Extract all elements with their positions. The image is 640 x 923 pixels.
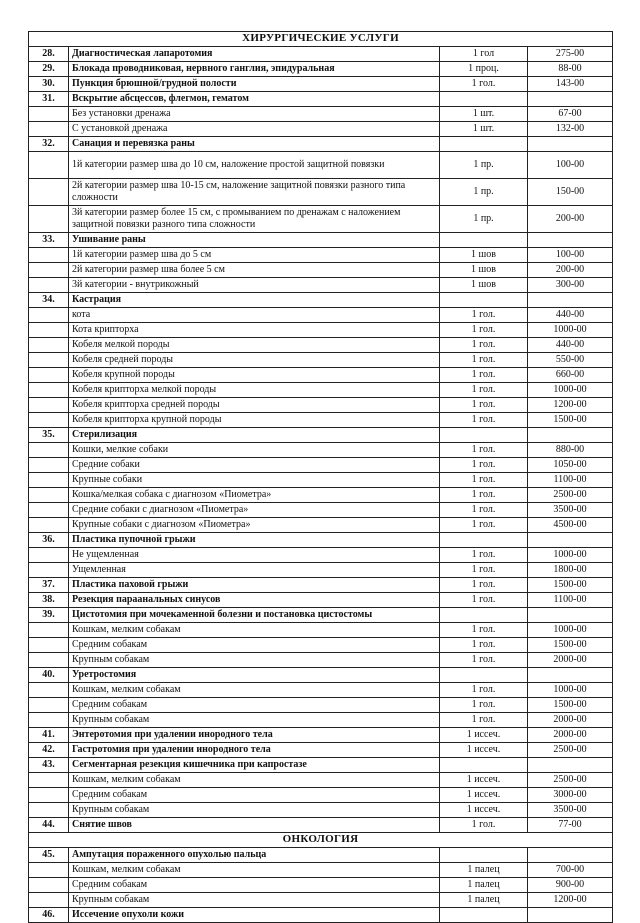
service-unit: 1 проц. [440, 62, 528, 77]
service-name: Стерилизация [69, 428, 440, 443]
row-number: 29. [29, 62, 69, 77]
row-number [29, 518, 69, 533]
service-price: 2500-00 [528, 773, 613, 788]
service-unit [440, 428, 528, 443]
service-name: Крупные собаки с диагнозом «Пиометра» [69, 518, 440, 533]
row-number: 33. [29, 233, 69, 248]
service-unit: 1 гол. [440, 473, 528, 488]
section-header-row [29, 32, 613, 47]
service-price: 1000-00 [528, 623, 613, 638]
service-name: Крупные собаки [69, 473, 440, 488]
row-number [29, 473, 69, 488]
service-price: 2500-00 [528, 743, 613, 758]
row-number [29, 623, 69, 638]
price-list-sheet [28, 31, 612, 923]
table-row [29, 848, 613, 863]
service-name: Сегментарная резекция кишечника при капростазе [69, 758, 440, 773]
table-row [29, 206, 613, 233]
service-name: Резекция параанальных синусов [69, 593, 440, 608]
service-price: 200-00 [528, 263, 613, 278]
service-price [528, 92, 613, 107]
row-number [29, 488, 69, 503]
table-row [29, 338, 613, 353]
service-price: 3500-00 [528, 503, 613, 518]
table-row [29, 353, 613, 368]
service-name: Санация и перевязка раны [69, 137, 440, 152]
service-price: 88-00 [528, 62, 613, 77]
section-header-row [29, 833, 613, 848]
service-price: 440-00 [528, 338, 613, 353]
service-price: 1500-00 [528, 638, 613, 653]
table-row [29, 728, 613, 743]
row-number: 38. [29, 593, 69, 608]
service-name: Кобеля крипторха мелкой породы [69, 383, 440, 398]
table-row [29, 323, 613, 338]
service-name: 1й категории размер шва до 5 см [69, 248, 440, 263]
service-unit: 1 гол. [440, 398, 528, 413]
table-row [29, 803, 613, 818]
service-unit [440, 137, 528, 152]
service-unit: 1 гол. [440, 818, 528, 833]
row-number [29, 713, 69, 728]
row-number [29, 308, 69, 323]
row-number [29, 638, 69, 653]
service-unit: 1 гол. [440, 593, 528, 608]
service-name: Средним собакам [69, 788, 440, 803]
service-price: 275-00 [528, 47, 613, 62]
service-price: 1100-00 [528, 593, 613, 608]
service-name: Цистотомия при мочекаменной болезни и постановка цистостомы [69, 608, 440, 623]
row-number [29, 206, 69, 233]
row-number [29, 263, 69, 278]
row-number [29, 458, 69, 473]
row-number: 32. [29, 137, 69, 152]
table-row [29, 758, 613, 773]
table-row [29, 443, 613, 458]
service-price: 1000-00 [528, 548, 613, 563]
row-number: 46. [29, 908, 69, 923]
table-row [29, 473, 613, 488]
service-name: Кошки, мелкие собаки [69, 443, 440, 458]
service-unit: 1 гол. [440, 308, 528, 323]
service-price: 440-00 [528, 308, 613, 323]
table-row [29, 152, 613, 179]
table-row [29, 578, 613, 593]
table-row [29, 908, 613, 923]
service-unit: 1 шт. [440, 122, 528, 137]
service-unit: 1 палец [440, 863, 528, 878]
service-unit: 1 пр. [440, 206, 528, 233]
service-price: 4500-00 [528, 518, 613, 533]
table-row [29, 773, 613, 788]
row-number [29, 653, 69, 668]
service-name: Средним собакам [69, 638, 440, 653]
service-unit: 1 гол. [440, 698, 528, 713]
price-list-body [29, 32, 613, 923]
row-number: 36. [29, 533, 69, 548]
service-name: 1й категории размер шва до 10 см, наложение простой защитной повязки [69, 152, 440, 179]
row-number [29, 179, 69, 206]
service-unit [440, 668, 528, 683]
section-title: ОНКОЛОГИЯ [29, 833, 613, 848]
row-number [29, 698, 69, 713]
service-unit: 1 гол. [440, 383, 528, 398]
service-price [528, 758, 613, 773]
service-price: 2000-00 [528, 653, 613, 668]
table-row [29, 62, 613, 77]
service-unit: 1 шт. [440, 107, 528, 122]
table-row [29, 47, 613, 62]
service-unit: 1 гол. [440, 443, 528, 458]
service-name: Иссечение опухоли кожи [69, 908, 440, 923]
table-row [29, 638, 613, 653]
service-price: 1100-00 [528, 473, 613, 488]
service-price: 1000-00 [528, 323, 613, 338]
service-unit: 1 гол. [440, 368, 528, 383]
service-unit: 1 гол. [440, 353, 528, 368]
table-row [29, 683, 613, 698]
service-price: 700-00 [528, 863, 613, 878]
service-name: Кобеля крипторха средней породы [69, 398, 440, 413]
service-price: 1500-00 [528, 698, 613, 713]
service-price [528, 233, 613, 248]
table-row [29, 653, 613, 668]
service-price: 200-00 [528, 206, 613, 233]
service-name: Крупным собакам [69, 653, 440, 668]
row-number [29, 773, 69, 788]
service-name: Гастротомия при удалении инородного тела [69, 743, 440, 758]
service-unit: 1 гол. [440, 563, 528, 578]
service-name: Средние собаки [69, 458, 440, 473]
service-price: 880-00 [528, 443, 613, 458]
service-unit: 1 гол. [440, 503, 528, 518]
row-number: 34. [29, 293, 69, 308]
service-name: Средние собаки с диагнозом «Пиометра» [69, 503, 440, 518]
service-unit: 1 гол. [440, 683, 528, 698]
service-name: Не ущемленная [69, 548, 440, 563]
table-row [29, 248, 613, 263]
row-number [29, 788, 69, 803]
row-number: 41. [29, 728, 69, 743]
service-unit [440, 908, 528, 923]
row-number [29, 413, 69, 428]
row-number: 40. [29, 668, 69, 683]
service-name: Диагностическая лапаротомия [69, 47, 440, 62]
service-name: Ампутация пораженного опухолью пальца [69, 848, 440, 863]
service-price: 2500-00 [528, 488, 613, 503]
service-unit [440, 293, 528, 308]
service-unit: 1 иссеч. [440, 773, 528, 788]
section-title: ХИРУРГИЧЕСКИЕ УСЛУГИ [29, 32, 613, 47]
service-name: 2й категории размер шва 10-15 см, наложение защитной повязки разного типа сложности [69, 179, 440, 206]
service-unit: 1 палец [440, 893, 528, 908]
table-row [29, 713, 613, 728]
table-row [29, 428, 613, 443]
service-unit: 1 шов [440, 248, 528, 263]
table-row [29, 92, 613, 107]
service-unit [440, 233, 528, 248]
service-name: Кошкам, мелким собакам [69, 623, 440, 638]
service-price: 77-00 [528, 818, 613, 833]
service-unit: 1 гол. [440, 578, 528, 593]
table-row [29, 308, 613, 323]
row-number [29, 893, 69, 908]
service-name: Крупным собакам [69, 713, 440, 728]
row-number [29, 323, 69, 338]
row-number [29, 683, 69, 698]
service-unit: 1 гол. [440, 323, 528, 338]
row-number: 30. [29, 77, 69, 92]
service-price: 132-00 [528, 122, 613, 137]
service-name: Снятие швов [69, 818, 440, 833]
service-unit: 1 иссеч. [440, 743, 528, 758]
row-number [29, 863, 69, 878]
service-name: Средним собакам [69, 878, 440, 893]
service-name: Пункция брюшной/грудной полости [69, 77, 440, 92]
table-row [29, 293, 613, 308]
row-number [29, 338, 69, 353]
table-row [29, 533, 613, 548]
table-row [29, 458, 613, 473]
service-unit: 1 иссеч. [440, 728, 528, 743]
row-number [29, 503, 69, 518]
service-unit [440, 758, 528, 773]
service-name: Вскрытие абсцессов, флегмон, гематом [69, 92, 440, 107]
service-price: 2000-00 [528, 713, 613, 728]
service-unit: 1 гол. [440, 713, 528, 728]
service-price [528, 533, 613, 548]
service-unit: 1 гол. [440, 458, 528, 473]
table-row [29, 878, 613, 893]
service-name: 3й категории размер более 15 см, с промыванием по дренажам с наложением защитной повязки разного типа сложности [69, 206, 440, 233]
service-unit: 1 шов [440, 278, 528, 293]
service-price [528, 293, 613, 308]
service-price: 300-00 [528, 278, 613, 293]
row-number [29, 443, 69, 458]
table-row [29, 503, 613, 518]
service-name: 2й категории размер шва более 5 см [69, 263, 440, 278]
row-number [29, 353, 69, 368]
table-row [29, 623, 613, 638]
service-price: 1000-00 [528, 383, 613, 398]
service-name: Кобеля мелкой породы [69, 338, 440, 353]
service-unit: 1 гол. [440, 548, 528, 563]
row-number: 35. [29, 428, 69, 443]
service-name: Крупным собакам [69, 803, 440, 818]
service-name: Без установки дренажа [69, 107, 440, 122]
table-row [29, 122, 613, 137]
service-name: кота [69, 308, 440, 323]
service-price: 900-00 [528, 878, 613, 893]
service-price [528, 848, 613, 863]
table-row [29, 77, 613, 92]
service-unit: 1 гол. [440, 77, 528, 92]
table-row [29, 698, 613, 713]
row-number [29, 152, 69, 179]
service-unit: 1 гол. [440, 638, 528, 653]
table-row [29, 179, 613, 206]
service-price: 2000-00 [528, 728, 613, 743]
table-row [29, 107, 613, 122]
service-unit: 1 шов [440, 263, 528, 278]
row-number: 37. [29, 578, 69, 593]
table-row [29, 818, 613, 833]
row-number [29, 398, 69, 413]
service-name: Кошкам, мелким собакам [69, 773, 440, 788]
service-unit: 1 пр. [440, 152, 528, 179]
table-row [29, 518, 613, 533]
service-price: 150-00 [528, 179, 613, 206]
service-price: 143-00 [528, 77, 613, 92]
service-name: Кобеля крупной породы [69, 368, 440, 383]
service-price [528, 608, 613, 623]
service-price: 660-00 [528, 368, 613, 383]
service-price [528, 137, 613, 152]
table-row [29, 563, 613, 578]
service-name: Кобеля крипторха крупной породы [69, 413, 440, 428]
service-unit [440, 608, 528, 623]
service-unit [440, 848, 528, 863]
row-number: 43. [29, 758, 69, 773]
service-name: Кошкам, мелким собакам [69, 863, 440, 878]
row-number: 31. [29, 92, 69, 107]
service-unit [440, 533, 528, 548]
service-price: 1000-00 [528, 683, 613, 698]
table-row [29, 398, 613, 413]
service-price [528, 908, 613, 923]
service-unit: 1 иссеч. [440, 788, 528, 803]
service-price [528, 428, 613, 443]
service-price: 1800-00 [528, 563, 613, 578]
service-name: 3й категории - внутрикожный [69, 278, 440, 293]
table-row [29, 383, 613, 398]
table-row [29, 893, 613, 908]
row-number [29, 563, 69, 578]
table-row [29, 593, 613, 608]
service-price [528, 668, 613, 683]
service-price: 3000-00 [528, 788, 613, 803]
service-price: 1050-00 [528, 458, 613, 473]
row-number [29, 383, 69, 398]
table-row [29, 137, 613, 152]
service-unit: 1 гол. [440, 653, 528, 668]
row-number: 45. [29, 848, 69, 863]
service-unit: 1 гол. [440, 518, 528, 533]
service-unit: 1 гол. [440, 338, 528, 353]
row-number [29, 122, 69, 137]
service-name: Кошкам, мелким собакам [69, 683, 440, 698]
service-name: Средним собакам [69, 698, 440, 713]
service-name: Ущемленная [69, 563, 440, 578]
service-price: 3500-00 [528, 803, 613, 818]
service-name: Пластика паховой грыжи [69, 578, 440, 593]
service-unit: 1 пр. [440, 179, 528, 206]
row-number [29, 548, 69, 563]
row-number: 42. [29, 743, 69, 758]
service-price: 550-00 [528, 353, 613, 368]
service-price: 100-00 [528, 248, 613, 263]
service-name: Уретростомия [69, 668, 440, 683]
service-unit: 1 иссеч. [440, 803, 528, 818]
service-price: 1500-00 [528, 578, 613, 593]
row-number [29, 878, 69, 893]
row-number [29, 107, 69, 122]
row-number [29, 803, 69, 818]
table-row [29, 488, 613, 503]
service-price: 100-00 [528, 152, 613, 179]
table-row [29, 863, 613, 878]
service-unit: 1 палец [440, 878, 528, 893]
table-row [29, 278, 613, 293]
price-list-table [28, 31, 613, 923]
service-price: 1200-00 [528, 398, 613, 413]
service-name: Блокада проводниковая, нервного ганглия, эпидуральная [69, 62, 440, 77]
table-row [29, 608, 613, 623]
table-row [29, 668, 613, 683]
service-name: С установкой дренажа [69, 122, 440, 137]
row-number: 28. [29, 47, 69, 62]
service-unit: 1 гол [440, 47, 528, 62]
service-unit: 1 гол. [440, 488, 528, 503]
service-price: 1500-00 [528, 413, 613, 428]
table-row [29, 743, 613, 758]
row-number: 44. [29, 818, 69, 833]
table-row [29, 788, 613, 803]
service-name: Кота крипторха [69, 323, 440, 338]
row-number [29, 278, 69, 293]
service-name: Кошка/мелкая собака с диагнозом «Пиометра» [69, 488, 440, 503]
service-name: Кастрация [69, 293, 440, 308]
service-price: 67-00 [528, 107, 613, 122]
service-name: Крупным собакам [69, 893, 440, 908]
service-unit [440, 92, 528, 107]
service-name: Пластика пупочной грыжи [69, 533, 440, 548]
service-name: Энтеротомия при удалении инородного тела [69, 728, 440, 743]
row-number [29, 248, 69, 263]
table-row [29, 263, 613, 278]
table-row [29, 413, 613, 428]
row-number [29, 368, 69, 383]
table-row [29, 233, 613, 248]
row-number: 39. [29, 608, 69, 623]
service-unit: 1 гол. [440, 623, 528, 638]
table-row [29, 548, 613, 563]
service-price: 1200-00 [528, 893, 613, 908]
service-unit: 1 гол. [440, 413, 528, 428]
service-name: Ушивание раны [69, 233, 440, 248]
table-row [29, 368, 613, 383]
service-name: Кобеля средней породы [69, 353, 440, 368]
